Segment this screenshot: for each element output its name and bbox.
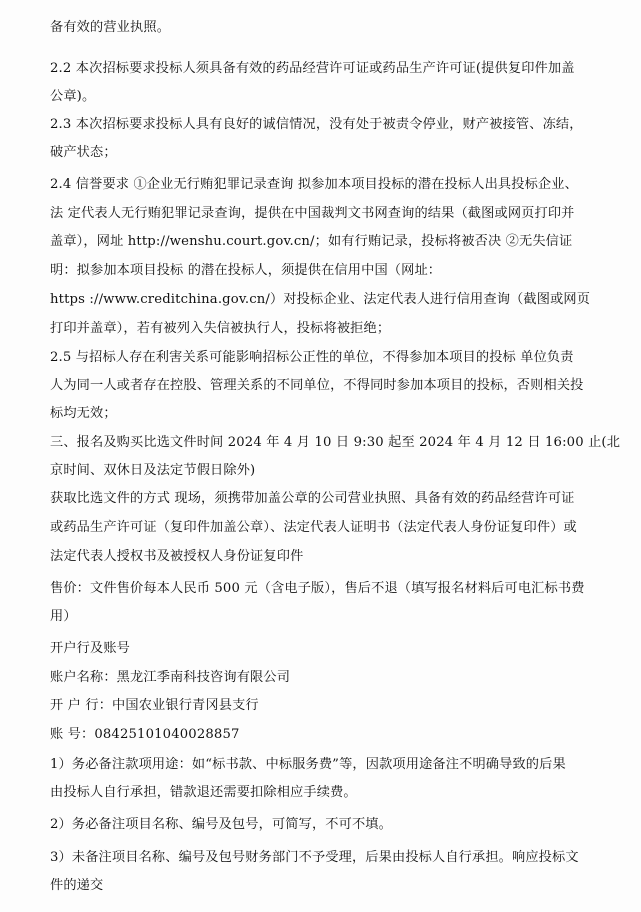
text-line-2-4-cont-4: https ://www.creditchina.gov.cn/）对投标企业、法定代表人进行信用查询（截图或网页 xyxy=(50,292,591,307)
text-line-note-1-cont: 由投标人自行承担，错款退还需要扣除相应手续费。 xyxy=(50,785,357,800)
text-line-2-4-cont-2: 盖章），网址 http://wenshu.court.gov.cn/；如有行贿记录，投标将被否决 ②无失信证 xyxy=(50,234,573,249)
text-line-2-2: 2.2 本次招标要求投标人须具备有效的药品经营许可证或药品生产许可证(提供复印件加盖 xyxy=(50,61,575,76)
text-line-2-4-cont-5: 打印并盖章），若有被列入失信被执行人，投标将被拒绝； xyxy=(50,321,391,336)
text-line-2-3-cont: 破产状态； xyxy=(50,145,117,160)
text-line-price: 售价：文件售价每本人民币 500 元（含电子版），售后不退（填写报名材料后可电汇标书费 xyxy=(50,581,585,596)
text-line-2-4: 2.4 信誉要求 ①企业无行贿犯罪记录查询 拟参加本项目投标的潜在投标人出具投标企业、 xyxy=(50,177,578,192)
text-line-2-4-cont-1: 法 定代表人无行贿犯罪记录查询，提供在中国裁判文书网查询的结果（截图或网页打印并 xyxy=(50,206,575,221)
text-line-note-2: 2）务必备注项目名称、编号及包号，可简写，不可不填。 xyxy=(50,817,392,832)
text-line-note-3: 3）未备注项目名称、编号及包号财务部门不予受理，后果由投标人自行承担。响应投标文 xyxy=(50,850,579,865)
text-line-section-3: 三、报名及购买比选文件时间 2024 年 4 月 10 日 9:30 起至 2024 年 4 月 12 日 16:00 止(北 xyxy=(50,435,621,450)
text-line-account-name: 账户名称：黑龙江季南科技咨询有限公司 xyxy=(50,670,291,685)
text-line-price-cont: 用） xyxy=(50,609,77,624)
text-line-note-3-cont: 件的递交 xyxy=(50,878,104,893)
text-line-bank: 开 户 行：中国农业银行青冈县支行 xyxy=(50,698,259,713)
text-line-bank-heading: 开户行及账号 xyxy=(50,641,131,656)
text-line-method: 获取比选文件的方式 现场，须携带加盖公章的公司营业执照、具备有效的药品经营许可证 xyxy=(50,491,575,506)
text-line-method-cont-2: 法定代表人授权书及被授权人身份证复印件 xyxy=(50,549,304,564)
text-line-intro: 备有效的营业执照。 xyxy=(50,20,171,35)
text-line-section-3-cont: 京时间、双休日及法定节假日除外) xyxy=(50,463,256,478)
text-line-account-number: 账 号：08425101040028857 xyxy=(50,727,240,742)
text-line-note-1: 1）务必备注款项用途：如“标书款、中标服务费”等，因款项用途备注不明确导致的后果 xyxy=(50,757,566,772)
text-line-2-5-cont-2: 标均无效； xyxy=(50,406,117,421)
text-line-2-5: 2.5 与招标人存在利害关系可能影响招标公正性的单位，不得参加本项目的投标 单位负责 xyxy=(50,350,574,365)
text-line-2-2-cont: 公章)。 xyxy=(50,89,96,104)
text-line-2-5-cont-1: 人为同一人或者存在控股、管理关系的不同单位，不得同时参加本项目的投标，否则相关投 xyxy=(50,378,584,393)
text-line-method-cont-1: 或药品生产许可证（复印件加盖公章）、法定代表人证明书（法定代表人身份证复印件）或 xyxy=(50,520,577,535)
text-line-2-3: 2.3 本次招标要求投标人具有良好的诚信情况，没有处于被责令停业，财产被接管、冻结， xyxy=(50,117,583,132)
text-line-2-4-cont-3: 明：拟参加本项目投标 的潜在投标人，须提供在信用中国（网址： xyxy=(50,263,442,278)
